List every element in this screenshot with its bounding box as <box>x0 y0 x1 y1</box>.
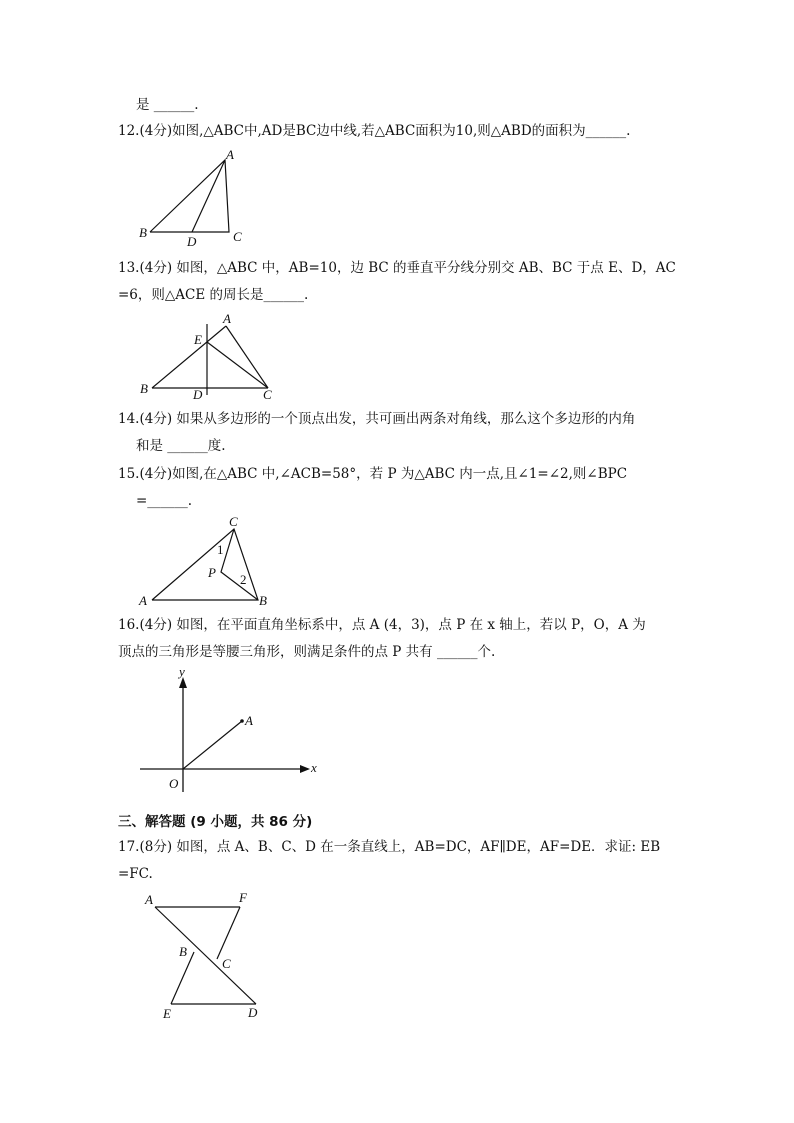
label-E: E <box>163 1006 171 1021</box>
label-D: D <box>248 1005 258 1020</box>
label-F: F <box>239 890 247 905</box>
label-O: O <box>169 776 179 791</box>
label-C: C <box>263 387 272 402</box>
label-A: A <box>145 892 153 907</box>
q13-text-cont: =6，则△ACE 的周长是______. <box>118 287 309 303</box>
q17-text-cont: =FC. <box>118 866 153 882</box>
label-A: A <box>139 593 147 608</box>
label-A: A <box>245 713 253 728</box>
label-C: C <box>222 956 231 971</box>
label-B: B <box>259 593 267 608</box>
q17-text: 17.(8分) 如图，点 A、B、C、D 在一条直线上，AB=DC，AF∥DE，AF=DE．求证: EB <box>118 839 661 855</box>
q16-text: 16.(4分) 如图，在平面直角坐标系中，点 A (4，3)，点 P 在 x 轴上，若以 P，O，A 为 <box>118 617 646 633</box>
label-A: A <box>226 147 234 162</box>
label-A: A <box>223 311 231 326</box>
figure-q12 <box>130 145 260 250</box>
q15-text: 15.(4分)如图,在△ABC 中,∠ACB=58°，若 P 为△ABC 内一点,且∠1=∠2,则∠BPC <box>118 466 628 482</box>
label-C: C <box>229 514 238 529</box>
q11-tail-text: 是 ______. <box>136 97 199 113</box>
section-heading: 三、解答题 (9 小题，共 86 分) <box>118 814 313 830</box>
q16-text-cont: 顶点的三角形是等腰三角形，则满足条件的点 P 共有 ______个. <box>118 644 496 660</box>
label-B: B <box>139 225 147 240</box>
figure-q13 <box>130 310 280 405</box>
label-B: B <box>179 944 187 959</box>
label-B: B <box>140 381 148 396</box>
q13-text: 13.(4分) 如图，△ABC 中，AB=10，边 BC 的垂直平分线分别交 AB、BC 于点 E、D，AC <box>118 260 676 276</box>
figure-q17 <box>130 888 280 1023</box>
label-y: y <box>179 664 185 679</box>
q14-text-cont: 和是 ______度. <box>136 438 226 454</box>
label-E: E <box>194 332 202 347</box>
label-D: D <box>193 387 203 402</box>
label-D: D <box>187 234 197 249</box>
figure-q16 <box>130 664 330 794</box>
label-P: P <box>208 565 216 580</box>
label-1: 1 <box>217 542 224 557</box>
q15-text-cont: =______. <box>136 493 193 509</box>
label-2: 2 <box>240 572 247 587</box>
q12-text: 12.(4分)如图,△ABC中,AD是BC边中线,若△ABC面积为10,则△ABD的面积为______. <box>118 123 631 139</box>
point-A <box>240 719 244 723</box>
label-x: x <box>311 760 317 775</box>
q14-text: 14.(4分) 如果从多边形的一个顶点出发，共可画出两条对角线，那么这个多边形的内角 <box>118 411 636 427</box>
x-axis-arrow-icon <box>300 765 310 773</box>
figure-q15 <box>130 512 280 612</box>
label-C: C <box>233 229 242 244</box>
